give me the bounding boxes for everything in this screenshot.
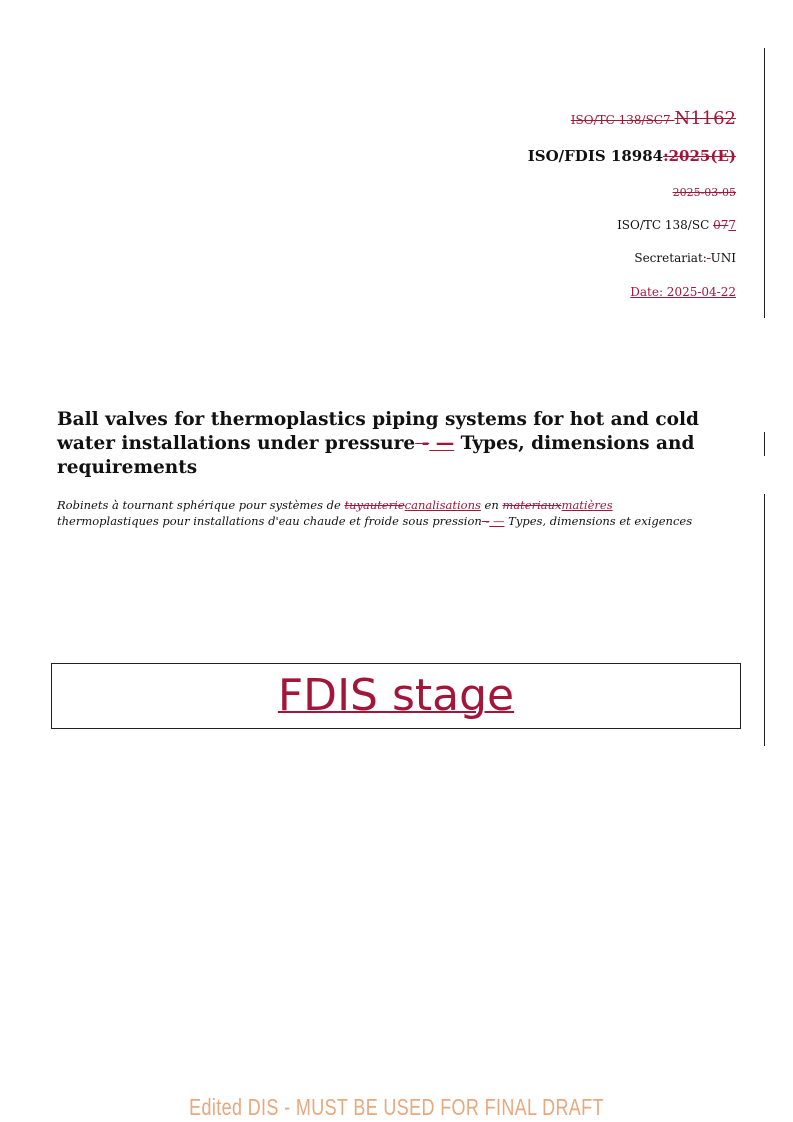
reference-number-deleted: N1162 — [674, 108, 736, 129]
reference-deleted: ISO/TC 138/SC7 — [570, 113, 675, 127]
date-deleted — [673, 186, 736, 199]
date-inserted-text: Date: 2025-04-22 — [630, 285, 736, 299]
subtitle-seg4: Types, dimensions et exigences — [504, 514, 693, 528]
standard-number — [528, 147, 736, 165]
subtitle-inserted-1: canalisations — [404, 498, 481, 512]
subtitle-seg3: thermoplastiques pour installations d'eau chaude et froide sous pression — [57, 514, 482, 528]
subtitle-dash-inserted: — — [489, 514, 505, 528]
stage-box — [51, 663, 741, 729]
secretariat-label: Secretariat: — [634, 251, 707, 265]
subtitle-inserted-2: matières — [561, 498, 613, 512]
secretariat-value: UNI — [710, 251, 736, 265]
title-dash-inserted: — — [429, 433, 455, 454]
technical-committee — [617, 218, 736, 232]
stage-label: FDIS stage — [277, 670, 515, 721]
committee-prefix: ISO/TC 138/SC — [617, 218, 714, 232]
committee-inserted: 7 — [728, 218, 736, 232]
title-dash-deleted: - — [415, 433, 430, 454]
document-title — [57, 408, 747, 480]
secretariat — [634, 251, 736, 265]
subtitle-seg2: en — [480, 498, 503, 512]
change-bar-header — [764, 48, 765, 318]
subtitle-seg1: Robinets à tournant sphérique pour systèmes de — [57, 498, 345, 512]
document-reference — [571, 108, 736, 129]
title-part2: Types, dimensions and requirements — [57, 433, 695, 478]
change-bar-body — [764, 494, 765, 746]
footer-watermark: Edited DIS - MUST BE USED FOR FINAL DRAFT — [189, 1094, 604, 1120]
subtitle-deleted-1: tuyauterie — [344, 498, 405, 512]
document-subtitle-french — [57, 497, 757, 529]
change-bar-title — [764, 432, 765, 456]
title-part1: Ball valves for thermoplastics piping systems for hot and cold water installations under pressure — [57, 409, 699, 454]
date-deleted-text: 2025-03-05 — [672, 186, 736, 199]
standard-id: ISO/FDIS 18984 — [527, 147, 664, 165]
date-inserted — [630, 285, 736, 299]
committee-deleted: 07 — [713, 218, 729, 232]
subtitle-deleted-2: materiaux — [502, 498, 562, 512]
standard-suffix-deleted: :2025(E) — [663, 147, 736, 165]
subtitle-dash-deleted: - — [481, 514, 490, 528]
